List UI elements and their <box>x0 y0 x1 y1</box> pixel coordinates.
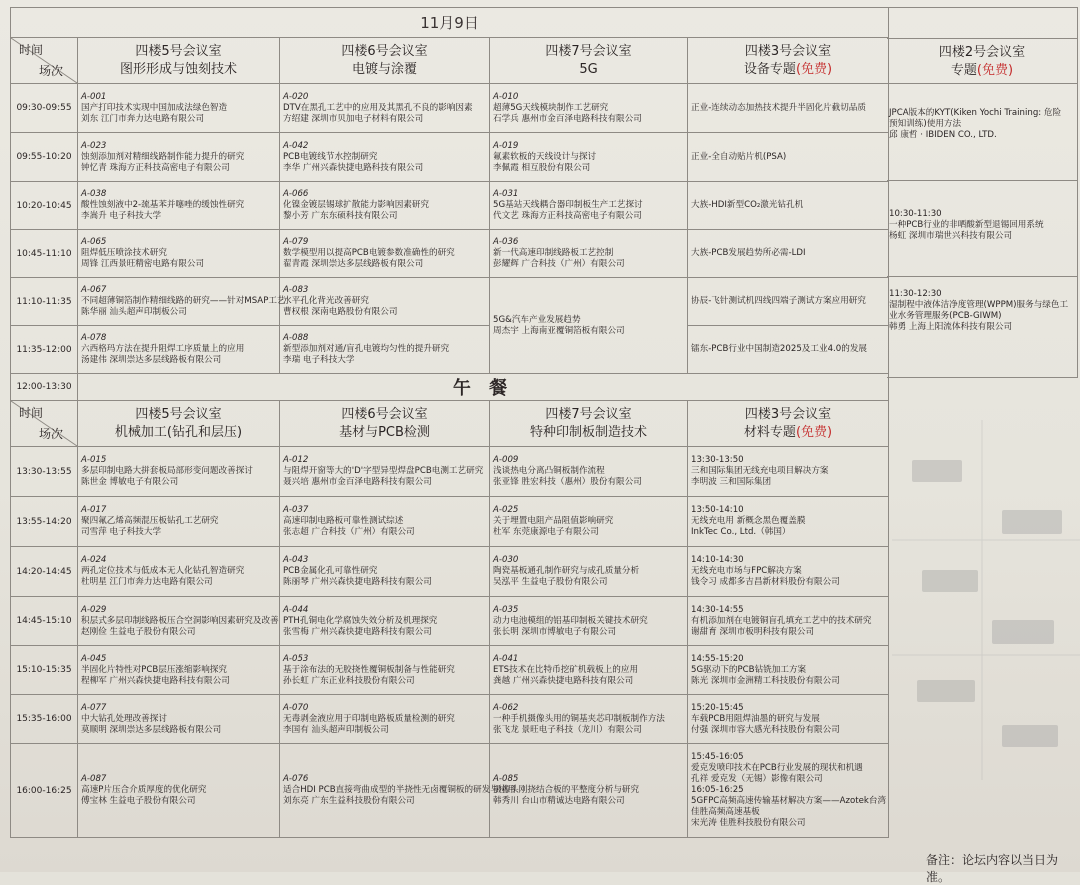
session-cell: A-019 氟素软板的天线设计与探讨 李佩霞 相互股份有限公司 <box>490 133 688 182</box>
room3-session: 14:55-15:20 5G驱动下的PCB钻铣加工方案 陈光 深圳市金洲精工科技股份有限公司 <box>688 646 889 695</box>
session-cell: A-042 PCB电镀线节水控制研究 李华 广州兴森快捷电路科技有限公司 <box>280 133 490 182</box>
time-slot: 13:30-13:55 <box>11 447 78 497</box>
session-cell: A-037 高速印制电路板可靠性测试综述 张志超 广合科技（广州）有限公司 <box>280 497 490 547</box>
session-cell: A-078 六西格玛方法在提升阻焊工序质量上的应用 汤建伟 深圳崇达多层线路板有限公司 <box>78 326 280 374</box>
date-header: 11月9日 <box>11 8 889 38</box>
room3-session: 14:10-14:30 无线充电市场与FPC解决方案 钱令习 成都多吉昌新材料股份有限公司 <box>688 547 889 597</box>
schedule-table <box>10 7 889 838</box>
session-cell: A-015 多层印制电路大拼套板局部形变问题改善探讨 陈世金 博敏电子有限公司 <box>78 447 280 497</box>
session-cell: A-031 5G基站天线耦合器印制板生产工艺探讨 代文艺 珠海方正科技高密电子有限公司 <box>490 182 688 230</box>
session-cell: A-036 新一代高速印制线路板工艺控制 彭耀辉 广合科技（广州）有限公司 <box>490 230 688 278</box>
time-slot: 14:20-14:45 <box>11 547 78 597</box>
session-cell: A-035 动力电池模组的铝基印制板关键技术研究 张长明 深圳市博敏电子有限公司 <box>490 597 688 646</box>
time-session-corner <box>11 401 78 447</box>
room3-session: 正业-全自动贴片机(PSA) <box>688 133 889 182</box>
time-slot: 15:35-16:00 <box>11 695 78 744</box>
footer-note: 备注：论坛内容以当日为准。 <box>926 853 1059 884</box>
session-cell: A-023 蚀刻添加剂对精细线路制作能力提升的研究 钟忆青 珠海方正科技高密电子有限公司 <box>78 133 280 182</box>
circuit-decoration <box>892 420 1080 780</box>
session-cell: A-062 一种手机摄像头用的铜基夹芯印制板制作方法 张飞龙 景旺电子科技（龙川）有限公司 <box>490 695 688 744</box>
time-session-corner <box>11 38 78 84</box>
session-cell: A-066 化镍金镀层锡球扩散能力影响因素研究 黎小芳 广东东硕科技有限公司 <box>280 182 490 230</box>
session-cell: A-043 PCB金属化孔可靠性研究 陈丽琴 广州兴森快捷电路科技有限公司 <box>280 547 490 597</box>
session-cell: A-001 国产打印技术实现中国加成法绿色智造 刘东 江门市奔力达电路有限公司 <box>78 84 280 133</box>
time-slot: 16:00-16:25 <box>11 744 78 838</box>
room2-session: 11:30-12:30 湿制程中液体洁净度管理(WPPM)服务与绿色工 业水务管理服务(PCB-GIWM) 韩勇 上海上阳流体科技有限公司 <box>889 289 1069 332</box>
room-header: 四楼3号会议室 材料专题(免费) <box>688 401 889 447</box>
session-cell: A-085 摄像头刚挠结合板的平整度分析与研究 韩秀川 台山市精诚达电路有限公司 <box>490 744 688 838</box>
session-cell: A-010 超薄5G天线模块制作工艺研究 石学兵 惠州市金百泽电路科技有限公司 <box>490 84 688 133</box>
room2-session: JPCA版本的KYT(Kiken Yochi Training: 危险 预知训练)使用方法 邱 康哲 · IBIDEN CO., LTD. <box>887 84 1077 181</box>
room2-session: 10:30-11:30 一种PCB行业的非哂酸新型退锡回用系统 杨虹 深圳市瑞世兴科技有限公司 <box>887 181 1077 277</box>
room3-session: 15:45-16:05 爱克发喷印技术在PCB行业发展的现状和机遇 孔祥 爱克发（无锡）影像有限公司 16:05-16:25 5GFPC高频高速传输基材解决方案——Azotek台湾 佳胜高频高速基板 宋光涛 佳胜科技股份有限公司 <box>688 744 889 838</box>
room-header: 四楼7号会议室 特种印制板制造技术 <box>490 401 688 447</box>
session-cell: A-020 DTV在黑孔工艺中的应用及其黑孔不良的影响因素 方绍建 深圳市贝加电子材料有限公司 <box>280 84 490 133</box>
lunch-time: 12:00-13:30 <box>11 374 78 401</box>
time-slot: 09:55-10:20 <box>11 133 78 182</box>
session-cell: A-044 PTH孔铜电化学腐蚀失效分析及机理探究 张雪梅 广州兴森快捷电路科技有限公司 <box>280 597 490 646</box>
session-cell: A-025 关于埋置电阻产品阻值影响研究 杜军 东莞康源电子有限公司 <box>490 497 688 547</box>
free-badge: (免费) <box>795 424 833 440</box>
room3-session: 14:30-14:55 有机添加剂在电镀铜盲孔填充工艺中的技术研究 谢甜育 深圳市板明科技有限公司 <box>688 597 889 646</box>
room3-session: 13:50-14:10 无线充电用 新概念黑色覆盖膜 InkTec Co., Ltd.（韩国） <box>688 497 889 547</box>
corner-session-label: 场次 <box>39 427 64 441</box>
room3-session: 15:20-15:45 车载PCB用阻焊油墨的研究与发展 付强 深圳市容大感光科技股份有限公司 <box>688 695 889 744</box>
room3-session: 大族-HDI新型CO₂激光钻孔机 <box>688 182 889 230</box>
room3-session: 13:30-13:50 三和国际集团无线充电项目解决方案 李明波 三和国际集团 <box>688 447 889 497</box>
time-slot: 13:55-14:20 <box>11 497 78 547</box>
session-cell: A-079 数学模型用以提高PCB电镀参数准确性的研究 翟青霞 深圳崇达多层线路板有限公司 <box>280 230 490 278</box>
time-slot: 09:30-09:55 <box>11 84 78 133</box>
room-header: 四楼3号会议室 设备专题(免费) <box>688 38 889 84</box>
session-cell: A-024 两孔定位技术与低成本无人化钻孔智造研究 杜明星 江门市奔力达电路有限公司 <box>78 547 280 597</box>
session-cell: A-012 与阻焊开窗等大的'D'字型异型焊盘PCB电测工艺研究 聂兴培 惠州市金百泽电路科技有限公司 <box>280 447 490 497</box>
room-header: 四楼7号会议室 5G <box>490 38 688 84</box>
room2-header: 四楼2号会议室 专题(免费) <box>887 38 1077 84</box>
session-cell: A-067 不同超薄铜箔制作精细线路的研究——针对MSAP工艺 陈华丽 汕头超声印制板公司 <box>78 278 280 326</box>
time-slot: 10:45-11:10 <box>11 230 78 278</box>
session-cell: A-083 水平孔化背光改善研究 曹权根 深南电路股份有限公司 <box>280 278 490 326</box>
corner-time-label: 时间 <box>19 406 44 420</box>
session-cell: A-070 无毒剥金液应用于印制电路板质量检测的研究 李国有 汕头超声印制板公司 <box>280 695 490 744</box>
free-badge: (免费) <box>976 63 1014 78</box>
session-cell: A-017 聚四氟乙烯高频混压板钻孔工艺研究 司雪萍 电子科技大学 <box>78 497 280 547</box>
time-slot: 14:45-15:10 <box>11 597 78 646</box>
session-cell: A-077 中大钻孔处理改善探讨 莫顺明 深圳崇达多层线路板有限公司 <box>78 695 280 744</box>
room3-session: 镭东-PCB行业中国制造2025及工业4.0的发展 <box>688 326 889 374</box>
session-cell: A-045 半固化片特性对PCB层压涨缩影响探究 程柳军 广州兴森快捷电路科技有限公司 <box>78 646 280 695</box>
room-header: 四楼5号会议室 图形形成与蚀刻技术 <box>78 38 280 84</box>
room3-session: 正业-连续动态加热技术提升半固化片截切品质 <box>688 84 889 133</box>
time-slot: 11:35-12:00 <box>11 326 78 374</box>
session-cell: A-065 阻焊低压喷涂技术研究 周锋 江西景旺精密电路有限公司 <box>78 230 280 278</box>
room-header: 四楼6号会议室 电镀与涂覆 <box>280 38 490 84</box>
session-cell: A-087 高速P片压合介质厚度的优化研究 傅宝林 生益电子股份有限公司 <box>78 744 280 838</box>
session-cell: A-053 基于涂布法的无胶挠性覆铜板制备与性能研究 孙长虹 广东正业科技股份有限公司 <box>280 646 490 695</box>
time-slot: 11:10-11:35 <box>11 278 78 326</box>
session-cell: A-029 积层式多层印制线路板压合空洞影响因素研究及改善 赵刚俭 生益电子股份有限公司 <box>78 597 280 646</box>
session-cell: A-009 浅谈热电分离凸铜板制作流程 张亚锋 胜宏科技（惠州）股份有限公司 <box>490 447 688 497</box>
session-cell: 5G&汽车产业发展趋势 周杰宇 上海南亚覆铜箔板有限公司 <box>490 278 688 374</box>
lunch-label: 午 餐 <box>78 374 889 401</box>
session-cell: A-030 陶瓷基板通孔制作研究与成孔质量分析 吴泓平 生益电子股份有限公司 <box>490 547 688 597</box>
time-slot: 15:10-15:35 <box>11 646 78 695</box>
room-header: 四楼5号会议室 机械加工(钻孔和层压) <box>78 401 280 447</box>
room-header: 四楼6号会议室 基材与PCB检测 <box>280 401 490 447</box>
room3-session: 大族-PCB发展趋势所必需-LDI <box>688 230 889 278</box>
session-cell: A-076 适合HDI PCB直接弯曲成型的半挠性无卤覆铜板的研发与应用 刘东亮 广东生益科技股份有限公司 <box>280 744 490 838</box>
time-slot: 10:20-10:45 <box>11 182 78 230</box>
session-cell: A-088 新型添加剂对通/盲孔电镀均匀性的提升研究 李瑞 电子科技大学 <box>280 326 490 374</box>
room2-column <box>887 7 1078 378</box>
corner-time-label: 时间 <box>19 43 44 57</box>
session-cell: A-041 ETS技术在比特币挖矿机载板上的应用 龚越 广州兴森快捷电路科技有限公司 <box>490 646 688 695</box>
corner-session-label: 场次 <box>39 64 64 78</box>
session-cell: A-038 酸性蚀刻液中2-巯基苯并噻唑的缓蚀性研究 李嵩升 电子科技大学 <box>78 182 280 230</box>
free-badge: (免费) <box>795 61 833 77</box>
room3-session: 协辰-飞针测试机四线四端子测试方案应用研究 <box>688 278 889 326</box>
